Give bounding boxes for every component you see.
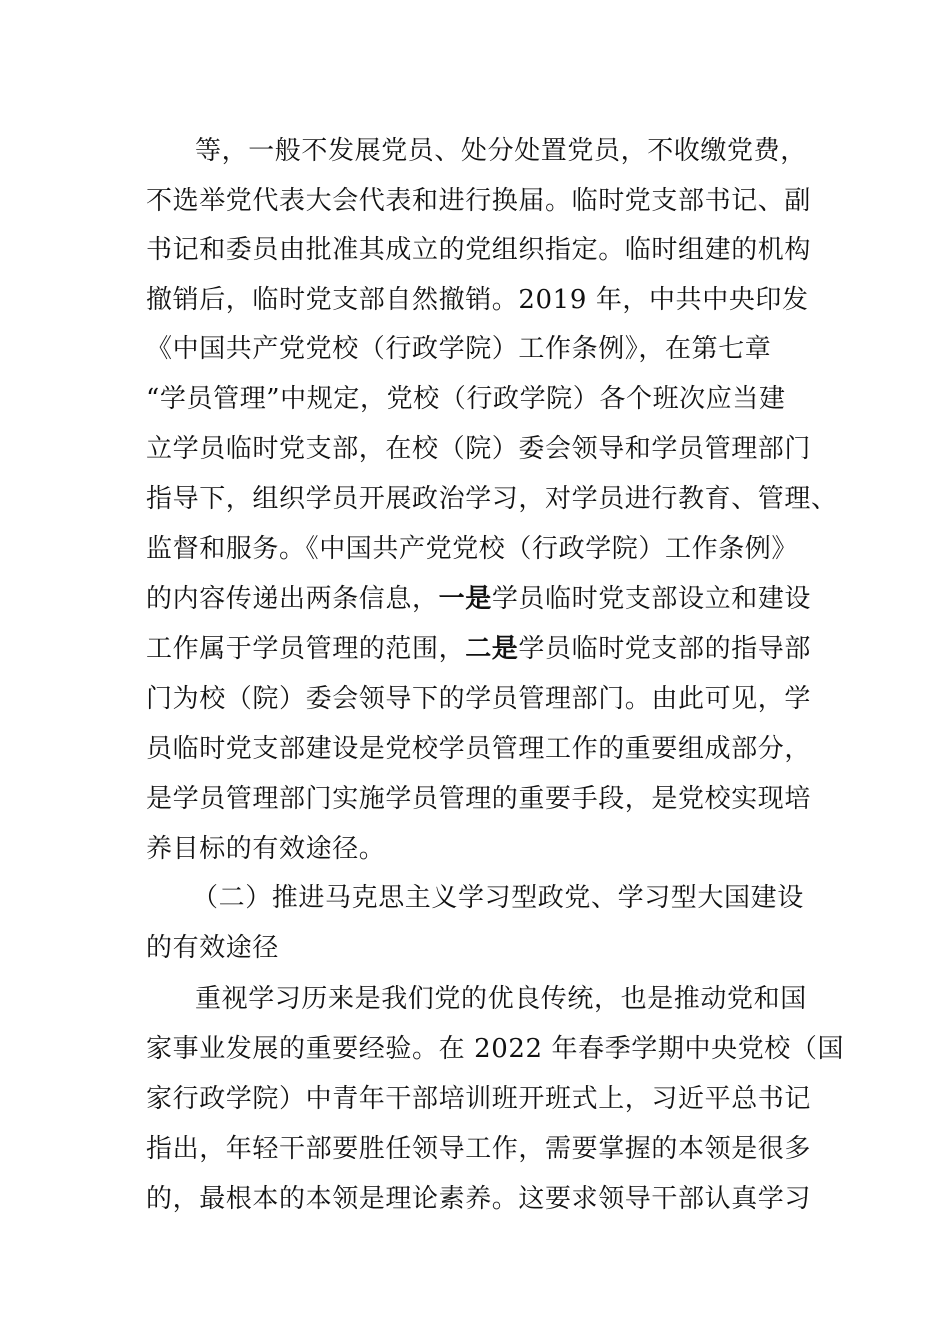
text-line: 的，最根本的本领是理论素养。这要求领导干部认真学习 (146, 1184, 812, 1214)
text-line: 指导下，组织学员开展政治学习，对学员进行教育、管理、 (146, 484, 838, 514)
text-line: 立学员临时党支部，在校（院）委会领导和学员管理部门 (146, 434, 812, 464)
section-heading-continued: 的有效途径 (146, 933, 280, 963)
text-line: 等，一般不发展党员、处分处置党员，不收缴党费， (195, 136, 807, 166)
text-line: 书记和委员由批准其成立的党组织指定。临时组建的机构 (146, 235, 812, 265)
text-line: 重视学习历来是我们党的优良传统，也是推动党和国 (195, 984, 807, 1014)
bold-marker: 一是 (438, 584, 492, 614)
text-line: 养目标的有效途径。 (146, 834, 386, 864)
text-line: 员临时党支部建设是党校学员管理工作的重要组成部分， (146, 734, 812, 764)
text-line: 工作属于学员管理的范围，二是学员临时党支部的指导部 (146, 634, 812, 664)
text-line: 是学员管理部门实施学员管理的重要手段，是党校实现培 (146, 784, 812, 814)
text-line: 家行政学院）中青年干部培训班开班式上，习近平总书记 (146, 1084, 812, 1114)
text-line: 不选举党代表大会代表和进行换届。临时党支部书记、副 (146, 186, 812, 216)
bold-marker: 二是 (465, 634, 519, 664)
text-line: 的内容传递出两条信息，一是学员临时党支部设立和建设 (146, 584, 812, 614)
section-heading: （二）推进马克思主义学习型政党、学习型大国建设 (192, 883, 804, 913)
text-line: 监督和服务。《中国共产党党校（行政学院）工作条例》 (146, 534, 799, 564)
text-line: 撤销后，临时党支部自然撤销。2019 年，中共中央印发 (146, 285, 809, 315)
text-line: 《中国共产党党校（行政学院）工作条例》，在第七章 (146, 334, 772, 364)
text-line: 指出，年轻干部要胜任领导工作，需要掌握的本领是很多 (146, 1134, 812, 1164)
text-line: 家事业发展的重要经验。在 2022 年春季学期中央党校（国 (146, 1034, 845, 1064)
text-line: “学员管理”中规定，党校（行政学院）各个班次应当建 (146, 384, 786, 414)
text-line: 门为校（院）委会领导下的学员管理部门。由此可见，学 (146, 684, 812, 714)
